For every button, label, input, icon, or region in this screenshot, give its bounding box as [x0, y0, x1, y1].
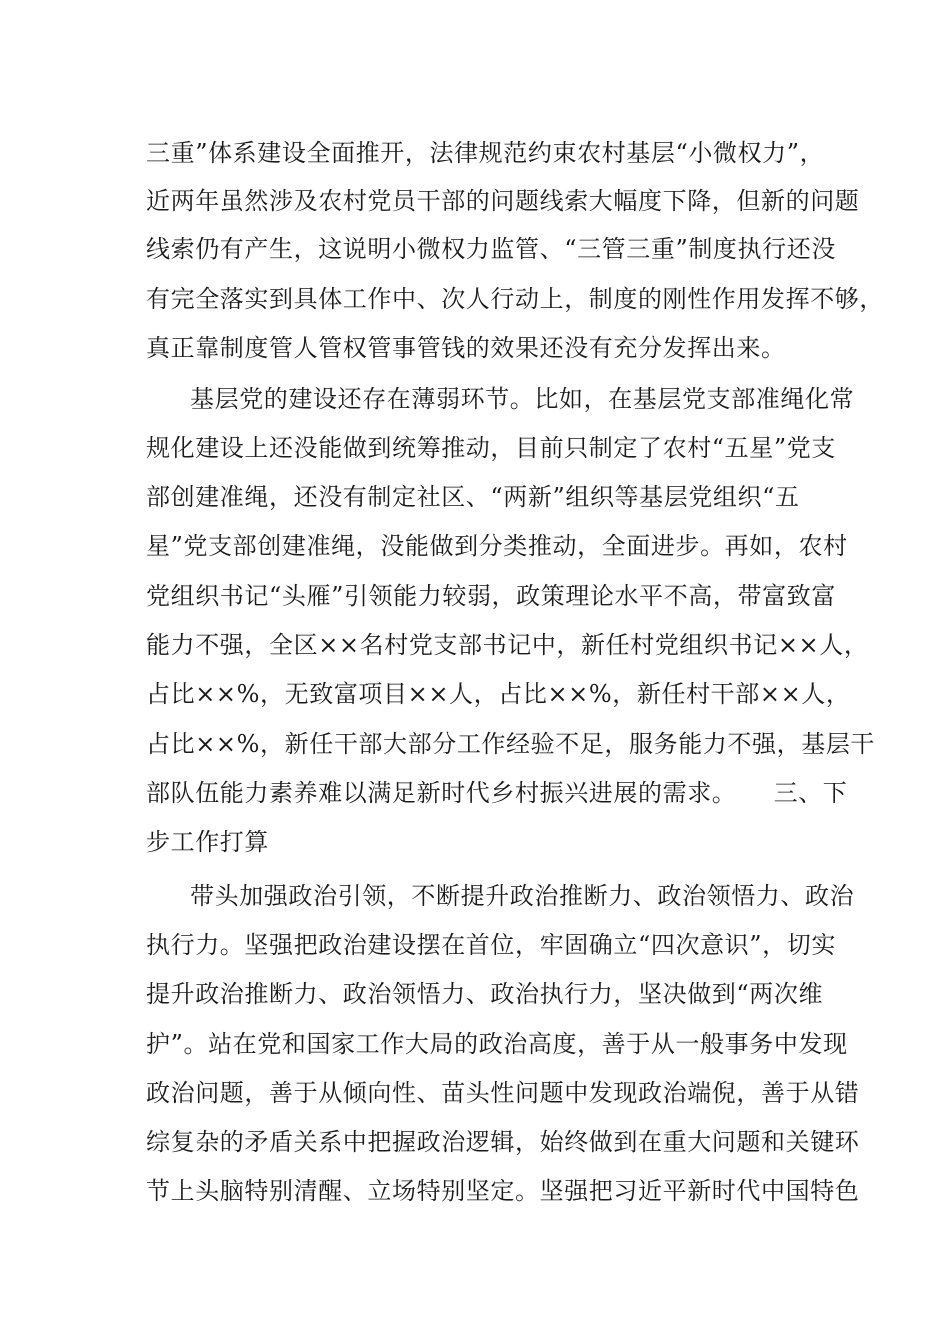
text-line: 护”。站在党和国家工作大局的政治高度，善于从一般事务中发现	[146, 1030, 848, 1058]
paragraph-first-line: 带头加强政治引领，不断提升政治推断力、政治领悟力、政治	[190, 882, 855, 910]
text-line: 党组织书记“头雁”引领能力较弱，政策理论水平不高，带富致富	[146, 582, 836, 610]
section-heading-line: 步工作打算	[146, 828, 269, 856]
text-line: 部创建准绳，还没有制定社区、“两新”组织等基层党组织“五	[146, 483, 800, 511]
text-line: 综复杂的矛盾关系中把握政治逻辑，始终做到在重大问题和关键环	[146, 1128, 860, 1156]
text-line: 占比××%，新任干部大部分工作经验不足，服务能力不强，基层干	[146, 730, 876, 758]
text-line: 占比××%，无致富项目××人，占比××%，新任村干部××人，	[146, 680, 851, 708]
text-line: 能力不强，全区××名村党支部书记中，新任村党组织书记××人，	[146, 631, 869, 659]
text-line: 节上头脑特别清醒、立场特别坚定。坚强把习近平新时代中国特色	[146, 1177, 860, 1205]
text-line: 线索仍有产生，这说明小微权力监管、“三管三重”制度执行还没	[146, 235, 836, 263]
text-line: 三重”体系建设全面推开，法律规范约束农村基层“小微权力”，	[146, 139, 825, 167]
text-line: 规化建设上还没能做到统筹推动，目前只制定了农村“五星”党支	[146, 434, 836, 462]
text-line: 提升政治推断力、政治领悟力、政治执行力，坚决做到“两次维	[146, 980, 824, 1008]
paragraph-first-line: 基层党的建设还存在薄弱环节。比如，在基层党支部准绳化常	[190, 385, 855, 413]
text-line: 近两年虽然涉及农村党员干部的问题线索大幅度下降，但新的问题	[146, 187, 860, 215]
text-line: 执行力。坚强把政治建设摆在首位，牢固确立“四次意识”，切实	[146, 931, 836, 959]
text-line: 真正靠制度管人管权管事管钱的效果还没有充分发挥出来。	[146, 334, 786, 362]
text-line: 政治问题，善于从倾向性、苗头性问题中发现政治端倪，善于从错	[146, 1079, 860, 1107]
text-line: 有完全落实到具体工作中、次人行动上，制度的刚性作用发挥不够，	[146, 285, 884, 313]
text-line: 部队伍能力素养难以满足新时代乡村振兴进展的需求。 三、下	[146, 779, 848, 807]
text-line: 星”党支部创建准绳，没能做到分类推动，全面进步。再如，农村	[146, 532, 848, 560]
